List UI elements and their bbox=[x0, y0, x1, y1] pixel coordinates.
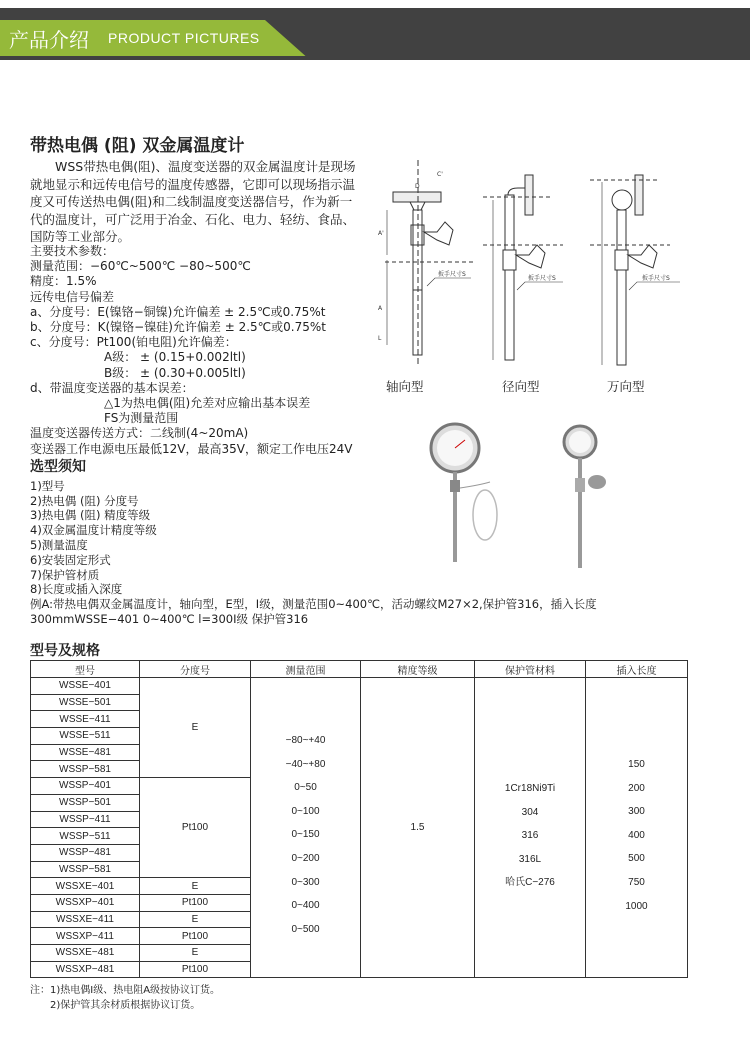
caption-axial: 轴向型 bbox=[386, 379, 424, 394]
model-cell: WSSP−581 bbox=[31, 861, 140, 878]
wrench-label-radial: 扳手尺寸S bbox=[528, 275, 556, 282]
table-row bbox=[31, 678, 688, 695]
col-graduation: 分度号 bbox=[140, 661, 251, 678]
section-header bbox=[0, 8, 750, 60]
range-cell bbox=[251, 678, 361, 978]
selection-item: 4)双金属温度计精度等级 bbox=[30, 523, 157, 538]
range-value: −40~+80 bbox=[285, 758, 326, 770]
product-intro: WSS带热电偶(阻)、温度变送器的双金属温度计是现场就地显示和远传电信号的温度传感器，它即可以现场指示温度又可传送热电偶(阻)和二线制温度变送器信号，作为新一代的温度计，可广泛用于冶金、石化、电力、轻纺、食品、国防等工业部分。 bbox=[30, 159, 356, 244]
material-value: 316L bbox=[518, 853, 542, 865]
model-cell: WSSE−401 bbox=[31, 678, 140, 695]
range-value: −80~+40 bbox=[285, 735, 326, 746]
dimension-diagrams bbox=[375, 150, 700, 372]
length-value: 300 bbox=[628, 806, 645, 818]
model-cell: WSSXE−481 bbox=[31, 945, 140, 962]
product-title: 带热电偶 (阻) 双金属温度计 bbox=[30, 136, 245, 156]
col-material: 保护管材料 bbox=[475, 661, 586, 678]
length-cell bbox=[586, 678, 688, 978]
model-cell: WSSXE−411 bbox=[31, 911, 140, 928]
col-range: 测量范围 bbox=[251, 661, 361, 678]
selection-item: 6)安装固定形式 bbox=[30, 552, 111, 567]
range-value: 0~400 bbox=[291, 900, 320, 912]
model-cell: WSSP−581 bbox=[31, 761, 140, 778]
range-value: 0~100 bbox=[291, 805, 320, 817]
header-title-en: PRODUCT PICTURES bbox=[108, 30, 260, 46]
model-cell: WSSP−501 bbox=[31, 794, 140, 811]
model-cell: WSSXP−411 bbox=[31, 928, 140, 945]
caption-radial: 径向型 bbox=[502, 379, 540, 394]
spec-table bbox=[30, 660, 688, 978]
header-title-cn: 产品介绍 bbox=[9, 28, 89, 52]
spec-line: △1为热电偶(阻)允差对应输出基本误差 bbox=[104, 396, 311, 411]
graduation-cell: Pt100 bbox=[140, 928, 251, 945]
model-cell: WSSE−511 bbox=[31, 728, 140, 745]
spec-line: b、分度号：K(镍铬−镍硅)允许偏差 ± 2.5℃或0.75%t bbox=[30, 320, 326, 335]
accuracy-cell: 1.5 bbox=[361, 678, 475, 978]
selection-item: 7)保护管材质 bbox=[30, 567, 100, 582]
range-value: 0~150 bbox=[291, 829, 320, 841]
radial-diagram bbox=[483, 175, 563, 360]
graduation-cell: E bbox=[140, 678, 251, 778]
spec-line: B级： ± (0.30+0.005ltl) bbox=[104, 365, 246, 380]
selection-item: 5)测量温度 bbox=[30, 537, 88, 552]
length-value: 400 bbox=[628, 829, 645, 841]
notes bbox=[30, 983, 220, 1013]
length-value: 500 bbox=[628, 853, 645, 865]
selection-item: 3)热电偶 (阻) 精度等级 bbox=[30, 508, 151, 523]
graduation-cell: Pt100 bbox=[140, 961, 251, 978]
table-title: 型号及规格 bbox=[30, 643, 100, 659]
model-cell: WSSE−501 bbox=[31, 694, 140, 711]
selection-item: 1)型号 bbox=[30, 478, 65, 493]
selection-example: 300mmWSSE−401 0~400℃ l=300Ⅰ级 保护管316 bbox=[30, 611, 309, 626]
label-a: A bbox=[378, 305, 383, 312]
label-a2: A' bbox=[378, 230, 384, 237]
note: 2)保护管其余材质根据协议订货。 bbox=[50, 1000, 201, 1011]
range-value: 0~300 bbox=[291, 876, 320, 888]
spec-line: 精度：1.5% bbox=[30, 274, 97, 289]
label-l: L bbox=[378, 335, 382, 342]
spec-line: 温度变送器传送方式：二线制(4~20mA) bbox=[30, 426, 249, 441]
material-value: 304 bbox=[521, 806, 539, 818]
universal-diagram bbox=[590, 175, 680, 365]
model-cell: WSSE−411 bbox=[31, 711, 140, 728]
label-c: C' bbox=[437, 171, 443, 178]
length-value: 1000 bbox=[625, 900, 648, 912]
graduation-cell: Pt100 bbox=[140, 778, 251, 878]
note: 注：1)热电偶Ⅰ级、热电阻A级按协议订货。 bbox=[30, 985, 221, 996]
selection-item: 8)长度或插入深度 bbox=[30, 582, 123, 597]
model-cell: WSSP−511 bbox=[31, 828, 140, 845]
range-value: 0~50 bbox=[294, 782, 317, 794]
spec-line: 主要技术参数： bbox=[30, 244, 115, 258]
material-value: 1Cr18Ni9Ti bbox=[504, 783, 556, 794]
spec-line: a、分度号：E(镍铬−铜镍)允许偏差 ± 2.5℃或0.75%t bbox=[30, 304, 326, 319]
selection-item: 2)热电偶 (阻) 分度号 bbox=[30, 493, 139, 508]
spec-line: 远传电信号偏差 bbox=[30, 289, 115, 304]
selection-guide bbox=[30, 460, 597, 627]
selection-example: 例A:带热电偶双金属温度计，轴向型，E型，Ⅰ级，测量范围0~400℃，活动螺纹M27×2,保护管316，插入长度 bbox=[30, 597, 597, 612]
graduation-cell: E bbox=[140, 878, 251, 895]
graduation-cell: Pt100 bbox=[140, 894, 251, 911]
col-model: 型号 bbox=[31, 661, 140, 678]
model-cell: WSSP−481 bbox=[31, 844, 140, 861]
model-cell: WSSXP−401 bbox=[31, 894, 140, 911]
model-cell: WSSXE−401 bbox=[31, 878, 140, 895]
spec-line: 测量范围：−60℃~500℃ −80~500℃ bbox=[30, 259, 251, 274]
length-value: 200 bbox=[628, 782, 645, 794]
model-cell: WSSXP−481 bbox=[31, 961, 140, 978]
model-cell: WSSE−481 bbox=[31, 744, 140, 761]
graduation-cell: E bbox=[140, 945, 251, 962]
range-value: 0~200 bbox=[291, 852, 320, 864]
axial-diagram bbox=[378, 160, 475, 365]
selection-title: 选型须知 bbox=[30, 459, 86, 475]
model-cell: WSSP−401 bbox=[31, 778, 140, 795]
graduation-cell: E bbox=[140, 911, 251, 928]
material-value: 316 bbox=[521, 830, 539, 842]
material-cell bbox=[475, 678, 586, 978]
spec-line: c、分度号：Pt100(铂电阻)允许偏差： bbox=[30, 335, 237, 350]
spec-line: FS为测量范围 bbox=[104, 411, 179, 426]
spec-line: d、带温度变送器的基本误差： bbox=[30, 380, 194, 395]
range-value: 0~500 bbox=[291, 923, 320, 935]
col-length: 插入长度 bbox=[586, 661, 688, 678]
length-value: 750 bbox=[628, 876, 645, 888]
spec-line: 变送器工作电源电压最低12V，最高35V，额定工作电压24V bbox=[30, 441, 353, 456]
caption-universal: 万向型 bbox=[607, 379, 645, 394]
material-value: 哈氏C−276 bbox=[505, 877, 555, 889]
tech-specs bbox=[30, 244, 352, 457]
col-accuracy: 精度等级 bbox=[361, 661, 475, 678]
spec-line: A级： ± (0.15+0.002ltl) bbox=[104, 350, 246, 365]
wrench-label-axial: 扳手尺寸S bbox=[438, 271, 466, 278]
label-d: D bbox=[415, 183, 420, 190]
length-value: 150 bbox=[628, 759, 645, 770]
model-cell: WSSP−411 bbox=[31, 811, 140, 828]
wrench-label-universal: 扳手尺寸S bbox=[642, 275, 670, 282]
